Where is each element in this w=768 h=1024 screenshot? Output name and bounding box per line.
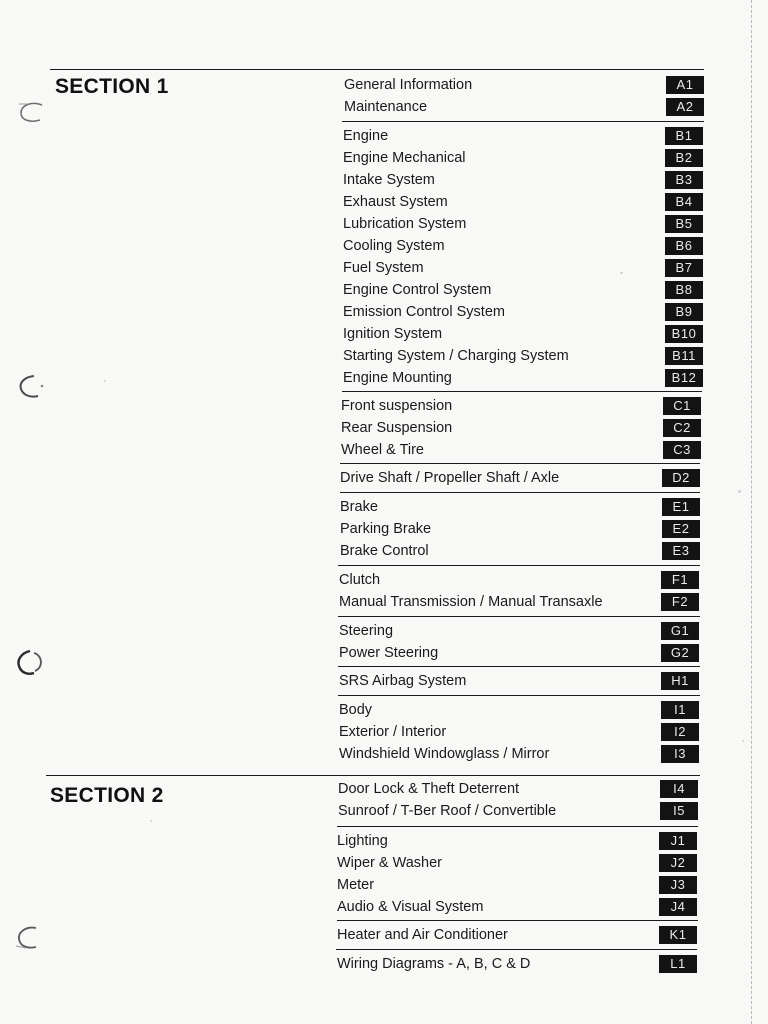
entry-title: Heater and Air Conditioner — [337, 927, 508, 943]
entry-title: Front suspension — [341, 398, 453, 414]
section-tab[interactable]: C1 — [663, 397, 701, 415]
entry-title: Parking Brake — [340, 521, 432, 537]
entry-title: Engine — [343, 128, 389, 144]
section-tab[interactable]: B9 — [665, 303, 703, 321]
entry-title: Emission Control System — [343, 304, 505, 320]
entry-title: Exterior / Interior — [339, 724, 447, 740]
punch-hole-icon — [14, 372, 48, 402]
section-tab[interactable]: J2 — [659, 854, 697, 872]
section-tab[interactable]: B11 — [665, 347, 703, 365]
section-tab[interactable]: B12 — [665, 369, 703, 387]
entry-title: Meter — [337, 877, 375, 893]
section-tab[interactable]: F1 — [661, 571, 699, 589]
section-2-title: SECTION 2 — [50, 784, 164, 807]
section-1-rule — [50, 69, 704, 70]
entry-title: Windshield Windowglass / Mirror — [339, 746, 550, 762]
section-tab[interactable]: I1 — [661, 701, 699, 719]
group-divider — [338, 565, 700, 566]
entry-title: Sunroof / T-Ber Roof / Convertible — [338, 803, 557, 819]
entry-title: Audio & Visual System — [337, 899, 484, 915]
section-tab[interactable]: A2 — [666, 98, 704, 116]
entry-title: Body — [339, 702, 373, 718]
section-tab[interactable]: I3 — [661, 745, 699, 763]
punch-hole-icon — [12, 646, 50, 680]
group-divider — [336, 949, 697, 950]
section-tab[interactable]: E3 — [662, 542, 700, 560]
section-tab[interactable]: H1 — [661, 672, 699, 690]
page-edge — [751, 0, 752, 1024]
section-tab[interactable]: B6 — [665, 237, 703, 255]
entry-title: Exhaust System — [343, 194, 448, 210]
section-tab[interactable]: D2 — [662, 469, 700, 487]
entry-title: General Information — [344, 77, 473, 93]
entry-title: Wheel & Tire — [341, 442, 424, 458]
entry-title: Door Lock & Theft Deterrent — [338, 781, 520, 797]
section-tab[interactable]: E2 — [662, 520, 700, 538]
group-divider — [337, 920, 698, 921]
group-divider — [338, 666, 700, 667]
entry-title: Manual Transmission / Manual Transaxle — [339, 594, 603, 610]
entry-title: Engine Mounting — [343, 370, 452, 386]
scan-speck — [104, 380, 106, 382]
entry-title: Fuel System — [343, 260, 424, 276]
entry-title: Rear Suspension — [341, 420, 453, 436]
group-divider — [338, 616, 700, 617]
section-tab[interactable]: G1 — [661, 622, 699, 640]
scan-speck — [150, 820, 152, 822]
section-tab[interactable]: B3 — [665, 171, 703, 189]
section-tab[interactable]: J4 — [659, 898, 697, 916]
entry-title: Engine Mechanical — [343, 150, 466, 166]
section-tab[interactable]: J1 — [659, 832, 697, 850]
section-tab[interactable]: J3 — [659, 876, 697, 894]
section-tab[interactable]: K1 — [659, 926, 697, 944]
section-2-rule — [46, 775, 700, 776]
section-tab[interactable]: C2 — [663, 419, 701, 437]
scan-speck — [742, 740, 744, 742]
section-tab[interactable]: E1 — [662, 498, 700, 516]
section-tab[interactable]: I4 — [660, 780, 698, 798]
section-tab[interactable]: B1 — [665, 127, 703, 145]
entry-title: Brake — [340, 499, 378, 515]
entry-title: Starting System / Charging System — [343, 348, 569, 364]
scan-speck — [738, 490, 741, 493]
entry-title: Brake Control — [340, 543, 429, 559]
section-tab[interactable]: A1 — [666, 76, 704, 94]
entry-title: Ignition System — [343, 326, 443, 342]
entry-title: Lighting — [337, 833, 388, 849]
section-1-title: SECTION 1 — [55, 75, 169, 98]
punch-hole-icon — [16, 100, 48, 126]
entry-title: Intake System — [343, 172, 435, 188]
entry-title: Cooling System — [343, 238, 445, 254]
section-tab[interactable]: B10 — [665, 325, 703, 343]
entry-title: Engine Control System — [343, 282, 492, 298]
entry-title: Steering — [339, 623, 394, 639]
entry-title: SRS Airbag System — [339, 673, 467, 689]
section-tab[interactable]: G2 — [661, 644, 699, 662]
group-divider — [340, 463, 700, 464]
entry-title: Maintenance — [344, 99, 428, 115]
section-tab[interactable]: B4 — [665, 193, 703, 211]
punch-hole-icon — [12, 922, 48, 954]
section-tab[interactable]: B5 — [665, 215, 703, 233]
entry-title: Power Steering — [339, 645, 439, 661]
entry-title: Wiring Diagrams - A, B, C & D — [337, 956, 531, 972]
entry-title: Drive Shaft / Propeller Shaft / Axle — [340, 470, 560, 486]
scan-speck — [620, 272, 623, 274]
entry-title: Wiper & Washer — [337, 855, 443, 871]
entry-title: Lubrication System — [343, 216, 467, 232]
section-tab[interactable]: I5 — [660, 802, 698, 820]
section-tab[interactable]: C3 — [663, 441, 701, 459]
section-tab[interactable]: B7 — [665, 259, 703, 277]
section-tab[interactable]: B2 — [665, 149, 703, 167]
group-divider — [337, 826, 698, 827]
group-divider — [338, 695, 700, 696]
entry-title: Clutch — [339, 572, 381, 588]
group-divider — [342, 121, 704, 122]
group-divider — [342, 391, 702, 392]
section-tab[interactable]: F2 — [661, 593, 699, 611]
section-tab[interactable]: I2 — [661, 723, 699, 741]
section-tab[interactable]: L1 — [659, 955, 697, 973]
section-tab[interactable]: B8 — [665, 281, 703, 299]
group-divider — [340, 492, 700, 493]
